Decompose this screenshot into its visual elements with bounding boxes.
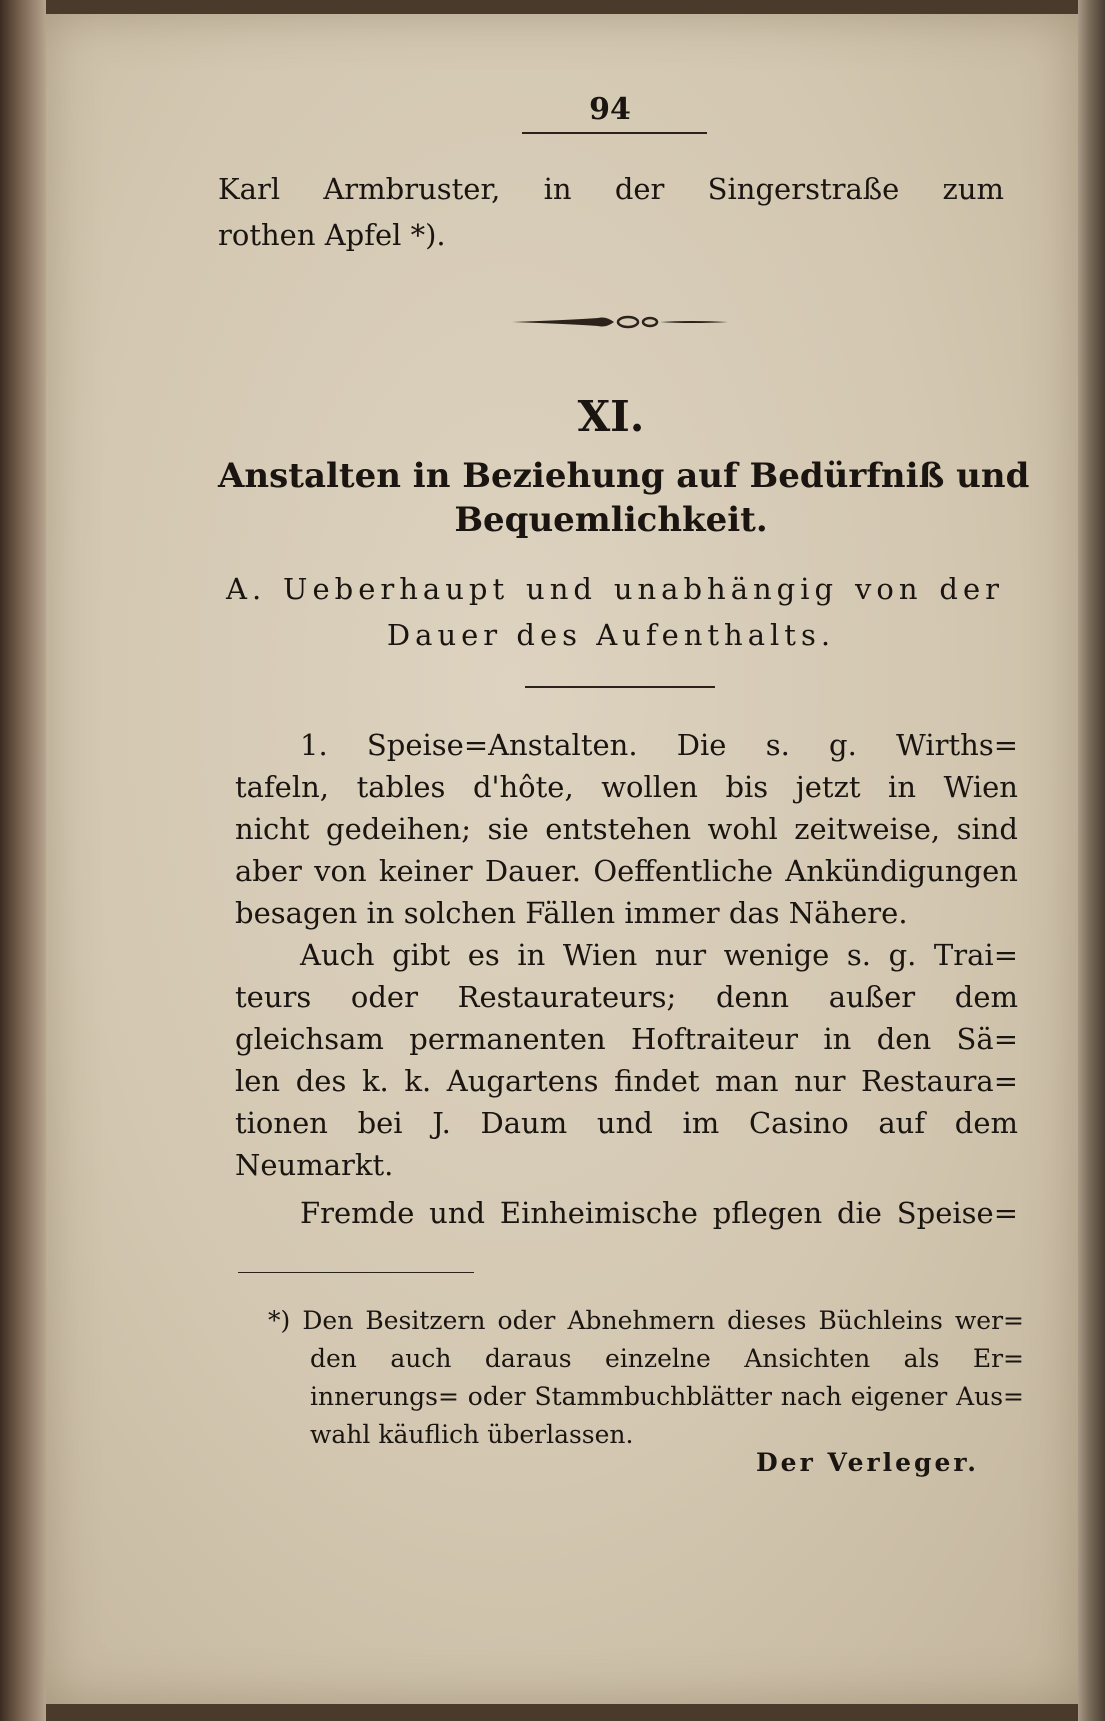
body-line: gleichsam permanenten Hoftraiteur in den Sä=: [235, 1022, 1018, 1056]
subsection-title-line-2: Dauer des Aufenthalts.: [386, 618, 836, 652]
footnote-line: innerungs= oder Stammbuchblätter nach eigener Aus=: [310, 1382, 1024, 1411]
footnote-line: den auch daraus einzelne Ansichten als Er=: [310, 1344, 1024, 1373]
header-rule: [522, 132, 707, 134]
carryover-line-1: Karl Armbruster, in der Singerstraße zum: [218, 172, 1004, 206]
body-line: nicht gedeihen; sie entstehen wohl zeitweise, sind: [235, 812, 1018, 846]
footnote-line: wahl käuflich überlassen.: [310, 1420, 634, 1449]
carryover-line-2: rothen Apfel *).: [218, 218, 446, 252]
footnote-rule: [238, 1272, 474, 1273]
body-line: Neumarkt.: [235, 1148, 394, 1182]
body-line: 1. Speise=Anstalten. Die s. g. Wirths=: [300, 728, 1018, 762]
ornament-divider: [510, 310, 730, 334]
body-line: besagen in solchen Fällen immer das Nähere.: [235, 896, 908, 930]
page-number: 94: [589, 92, 631, 127]
body-line: tafeln, tables d'hôte, wollen bis jetzt in Wien: [235, 770, 1018, 804]
footnote-signature: Der Verleger.: [756, 1448, 980, 1477]
section-number: XI.: [577, 392, 645, 441]
section-title-line-2: Bequemlichkeit.: [454, 500, 768, 540]
body-line: Auch gibt es in Wien nur wenige s. g. Trai=: [300, 938, 1018, 972]
page-edge: [1078, 0, 1105, 1721]
body-line: teurs oder Restaurateurs; denn außer dem: [235, 980, 1018, 1014]
body-line: aber von keiner Dauer. Oeffentliche Ankündigungen: [235, 854, 1018, 888]
body-line: tionen bei J. Daum und im Casino auf dem: [235, 1106, 1018, 1140]
body-line: Fremde und Einheimische pflegen die Speise=: [300, 1196, 1018, 1230]
subsection-rule: [525, 686, 715, 688]
body-line: len des k. k. Augartens findet man nur Restaura=: [235, 1064, 1018, 1098]
subsection-title-line-1: A. Ueberhaupt und unabhängig von der: [226, 572, 1004, 606]
book-binding: [0, 0, 46, 1721]
footnote-line: *) Den Besitzern oder Abnehmern dieses Büchleins wer=: [268, 1306, 1024, 1335]
section-title-line-1: Anstalten in Beziehung auf Bedürfniß und: [218, 456, 1030, 496]
